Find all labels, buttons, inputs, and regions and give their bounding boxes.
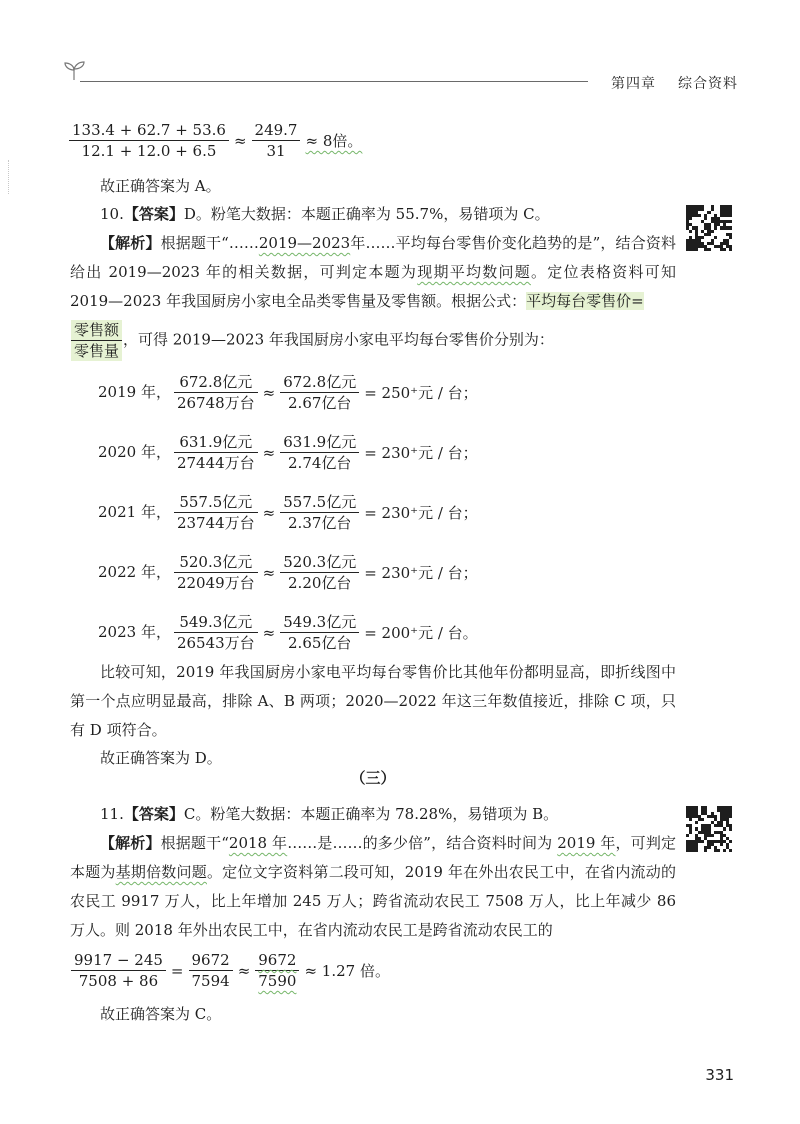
header-rule	[80, 81, 588, 82]
fraction	[174, 372, 258, 413]
qr-module	[723, 248, 726, 251]
result-text: ≈ 1.27 倍。	[304, 962, 390, 980]
answer-label: 【答案】	[123, 805, 184, 823]
qr-module	[717, 849, 720, 852]
numerator: 557.5亿元	[174, 492, 258, 513]
page-header	[62, 58, 738, 98]
year-equation	[98, 492, 482, 533]
formula-label: 平均每台零售价=	[526, 292, 644, 310]
result-text: ≈ 8倍。	[305, 132, 363, 150]
fraction	[255, 950, 299, 991]
fraction	[189, 950, 233, 991]
analysis-text: ……是……的多少倍”，结合资料时间为	[287, 834, 558, 852]
fraction	[174, 612, 258, 653]
qr-module	[701, 840, 704, 843]
approx-sign: ≈	[262, 383, 276, 402]
qr-module	[729, 840, 732, 843]
numerator: 549.3亿元	[174, 612, 258, 633]
formula-line	[70, 320, 554, 361]
year-label: 2020 年，	[98, 442, 171, 461]
qr-module	[729, 815, 732, 818]
highlight-text: 2019—2023	[258, 234, 351, 252]
year-label: 2022 年，	[98, 562, 171, 581]
qr-code-q11[interactable]	[686, 806, 732, 852]
qr-module	[714, 226, 717, 229]
analysis-text: 。定位文字资料第二段可知，2019 年在外出农民工中，在省内流动的农民工 9917 万人，比上年增加 245 万人；跨省流动农民工 7508 万人，比上年减少 86 万人。则 2018 年外出农民工中，在省内流动农民工是跨省流动农民工的	[70, 863, 676, 939]
qr-module	[729, 220, 732, 223]
qr-module	[695, 849, 698, 852]
answer-text: C。粉笔大数据：本题正确率为 78.28%，易错项为 B。	[183, 805, 559, 823]
numerator: 549.3亿元	[280, 612, 359, 633]
qr-module	[689, 230, 692, 233]
denominator: 2.67亿台	[288, 394, 352, 412]
approx-sign: ≈	[262, 563, 276, 582]
result-text: = 200⁺元 / 台。	[364, 624, 478, 642]
qr-module	[723, 849, 726, 852]
highlight-text: 2019 年	[557, 834, 616, 852]
qr-module	[689, 818, 692, 821]
qr-module	[729, 226, 732, 229]
fraction	[252, 120, 301, 161]
fraction	[280, 612, 359, 653]
formula-tail: ，可得 2019—2023 年我国厨房小家电平均每台零售价分别为：	[123, 330, 554, 349]
q11-analysis	[70, 829, 676, 945]
page-number: 331	[705, 1066, 734, 1084]
qr-code-q10[interactable]	[686, 205, 732, 251]
q10-answer	[70, 200, 676, 229]
result-text: = 230⁺元 / 台；	[364, 564, 478, 582]
approx-sign: ≈	[262, 503, 276, 522]
denominator: 23744万台	[176, 514, 255, 532]
qr-module	[711, 834, 714, 837]
section-label: 综合资料	[678, 76, 738, 92]
denominator: 2.65亿台	[288, 634, 352, 652]
qr-module	[720, 843, 723, 846]
year-equation	[98, 372, 482, 413]
q10-compare: 比较可知，2019 年我国厨房小家电平均每台零售价比其他年份都明显高，即折线图中第一个点应明显最高，排除 A、B 两项；2020—2022 年这三年数值接近，排除 C 项，只有 D 项符合。	[70, 663, 676, 739]
qr-module	[704, 849, 707, 852]
qr-module	[707, 846, 710, 849]
result-text: = 250⁺元 / 台；	[364, 384, 478, 402]
qr-module	[729, 248, 732, 251]
question-number: 11.	[100, 805, 124, 823]
qr-module	[695, 821, 698, 824]
denominator: 7590	[258, 972, 297, 990]
numerator: 672.8亿元	[280, 372, 359, 393]
q10-analysis	[70, 229, 676, 316]
denominator: 12.1 + 12.0 + 6.5	[81, 142, 217, 160]
denominator: 7508 + 86	[78, 972, 159, 990]
fraction	[71, 950, 166, 991]
numerator: 249.7	[252, 120, 301, 141]
year-equation	[98, 612, 482, 653]
qr-module	[714, 236, 717, 239]
denominator: 26748万台	[176, 394, 255, 412]
numerator: 520.3亿元	[280, 552, 359, 573]
result-text: = 230⁺元 / 台；	[364, 444, 478, 462]
denominator: 2.20亿台	[288, 574, 352, 592]
analysis-text: 年……平均每台零售价变化趋势的是”，结合资料给出 2019—2023 年的相关数据，可判定本题为	[70, 234, 676, 281]
conclusion-a: 故正确答案为 A。	[100, 177, 221, 195]
numerator: 9672	[189, 950, 233, 971]
analysis-text: 根据题干“……	[160, 234, 259, 252]
numerator: 零售额	[71, 320, 122, 341]
year-label: 2021 年，	[98, 502, 171, 521]
fraction	[174, 552, 258, 593]
fraction	[69, 120, 229, 161]
denominator: 2.74亿台	[288, 454, 352, 472]
qr-module	[686, 834, 689, 837]
denominator: 2.37亿台	[288, 514, 352, 532]
approx-sign: ≈	[237, 961, 251, 980]
numerator: 520.3亿元	[174, 552, 258, 573]
approx-sign: ≈	[233, 131, 247, 150]
numerator: 9672	[255, 950, 299, 971]
denominator: 22049万台	[176, 574, 255, 592]
header-title	[611, 73, 738, 93]
top-equation	[68, 120, 366, 161]
approx-sign: ≈	[262, 623, 276, 642]
qr-module	[723, 827, 726, 830]
margin-mark	[8, 160, 11, 194]
qr-module	[701, 208, 704, 211]
qr-module	[695, 248, 698, 251]
answer-label: 【答案】	[123, 205, 184, 223]
chapter-label: 第四章	[611, 76, 656, 92]
year-label: 2023 年，	[98, 622, 171, 641]
analysis-label: 【解析】	[100, 834, 161, 852]
qr-module	[729, 849, 732, 852]
qr-module	[698, 214, 701, 217]
equals-sign: =	[170, 961, 184, 980]
q11-equation	[70, 950, 394, 991]
numerator: 631.9亿元	[174, 432, 258, 453]
numerator: 672.8亿元	[174, 372, 258, 393]
qr-module	[707, 233, 710, 236]
analysis-label: 【解析】	[100, 234, 161, 252]
q11-answer	[70, 800, 676, 829]
q11-conclusion: 故正确答案为 C。	[100, 1005, 222, 1023]
fraction	[280, 492, 359, 533]
answer-text: D。粉笔大数据：本题正确率为 55.7%，易错项为 C。	[183, 205, 550, 223]
result-text: = 230⁺元 / 台；	[364, 504, 478, 522]
formula-fraction	[71, 320, 122, 361]
year-equation	[98, 552, 482, 593]
fraction	[174, 492, 258, 533]
q10-conclusion: 故正确答案为 D。	[100, 749, 222, 767]
highlight-text: 现期平均数问题	[417, 263, 531, 281]
analysis-text: ，可判定本题为	[70, 834, 676, 881]
denominator: 31	[266, 142, 286, 160]
analysis-text: 。定位表格资料可知 2019—2023 年我国厨房小家电全品类零售量及零售额。根据公式：	[70, 263, 676, 310]
year-equation	[98, 432, 482, 473]
numerator: 9917 − 245	[71, 950, 166, 971]
denominator: 27444万台	[176, 454, 255, 472]
qr-module	[689, 831, 692, 834]
numerator: 631.9亿元	[280, 432, 359, 453]
fraction	[174, 432, 258, 473]
qr-module	[701, 236, 704, 239]
denominator: 7594	[191, 972, 230, 990]
highlight-text: 2018 年	[228, 834, 288, 852]
qr-module	[729, 236, 732, 239]
qr-module	[711, 208, 714, 211]
approx-sign: ≈	[262, 443, 276, 462]
year-label: 2019 年，	[98, 382, 171, 401]
question-number: 10.	[100, 205, 124, 223]
section-title: （三）	[350, 769, 396, 787]
fraction	[280, 432, 359, 473]
qr-module	[704, 217, 707, 220]
fraction	[280, 552, 359, 593]
qr-module	[701, 818, 704, 821]
qr-module	[729, 827, 732, 830]
qr-module	[707, 211, 710, 214]
highlight-text: 基期倍数问题	[115, 863, 207, 881]
denominator: 零售量	[74, 342, 120, 360]
qr-module	[707, 248, 710, 251]
denominator: 26543万台	[176, 634, 255, 652]
analysis-text: 根据题干“	[160, 834, 229, 852]
numerator: 133.4 + 62.7 + 53.6	[69, 120, 229, 141]
numerator: 557.5亿元	[280, 492, 359, 513]
qr-module	[729, 214, 732, 217]
qr-module	[711, 230, 714, 233]
fraction	[280, 372, 359, 413]
qr-module	[689, 217, 692, 220]
